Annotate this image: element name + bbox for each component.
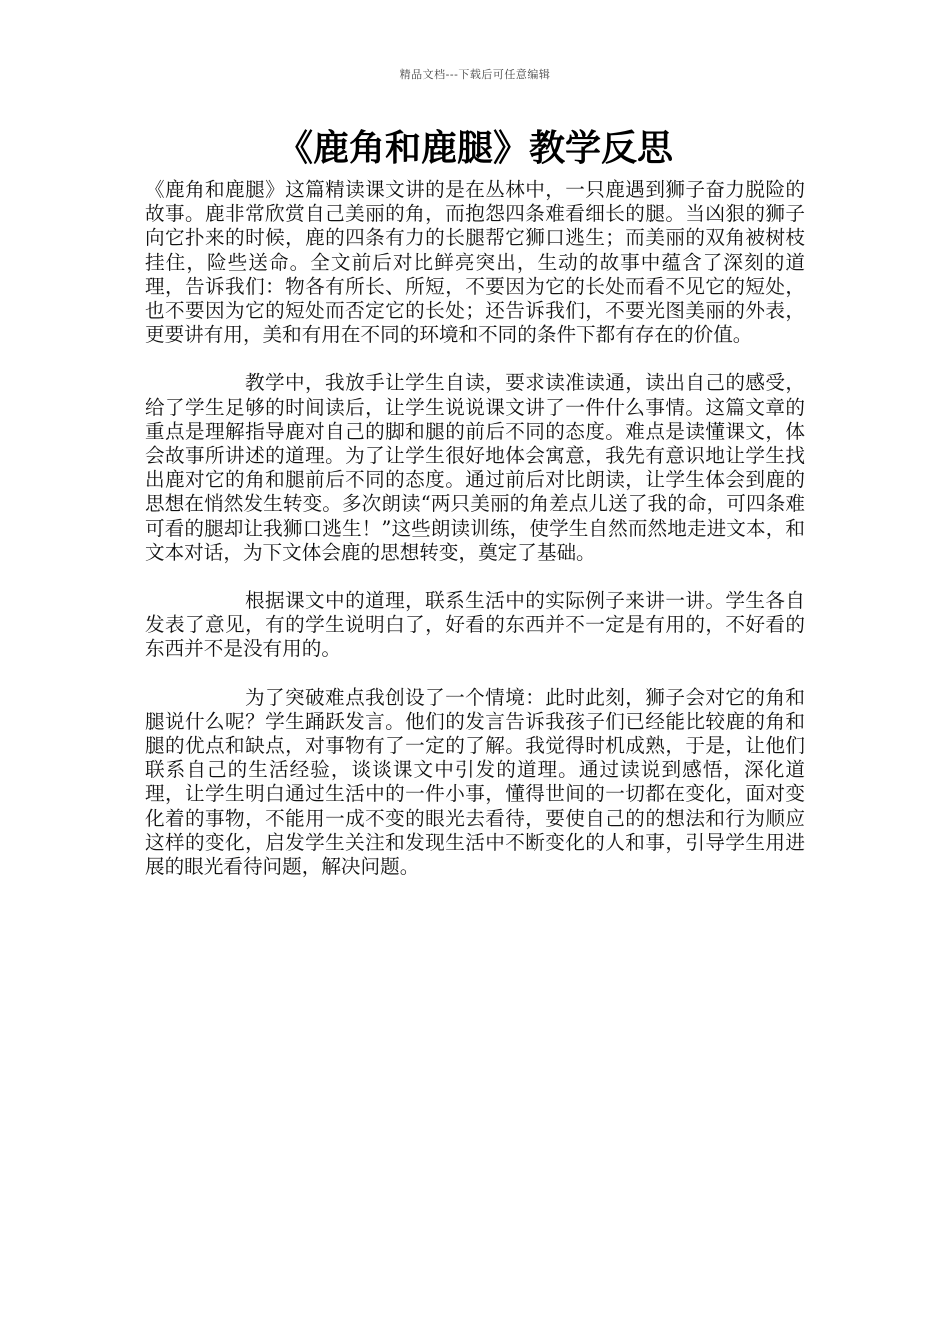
paragraph-scenario: 为了突破难点我创设了一个情境：此时此刻，狮子会对它的角和腿说什么呢？学生踊跃发言。他们的发言告诉我孩子们已经能比较鹿的角和腿的优点和缺点，对事物有了一定的了解。我觉得时机成熟，于是，让他们联系自己的生活经验，谈谈课文中引发的道理。通过读说到感悟，深化道理，让学生明白通过生活中的一件小事，懂得世间的一切都在变化，面对变化着的事物，不能用一成不变的眼光去看待，要使自己的的想法和行为顺应这样的变化，启发学生关注和发现生活中不断变化的人和事，引导学生用进展的眼光看待问题，解决问题。 <box>145 685 805 879</box>
paragraph-teaching: 教学中，我放手让学生自读，要求读准读通，读出自己的感受，给了学生足够的时间读后，让学生说说课文讲了一件什么事情。这篇文章的重点是理解指导鹿对自己的脚和腿的前后不同的态度。难点是读懂课文，体会故事所讲述的道理。为了让学生很好地体会寓意，我先有意识地让学生找出鹿对它的角和腿前后不同的态度。通过前后对比朗读，让学生体会到鹿的思想在悄然发生转变。多次朗读“两只美丽的角差点儿送了我的命，可四条难可看的腿却让我狮口逃生！”这些朗读训练，使学生自然而然地走进文本，和文本对话，为下文体会鹿的思想转变，奠定了基础。 <box>145 371 805 564</box>
document-body <box>145 178 805 879</box>
paragraph-intro: 《鹿角和鹿腿》这篇精读课文讲的是在丛林中，一只鹿遇到狮子奋力脱险的故事。鹿非常欣赏自己美丽的角，而抱怨四条难看细长的腿。当凶狠的狮子向它扑来的时候，鹿的四条有力的长腿帮它狮口逃生；而美丽的双角被树枝挂住，险些送命。全文前后对比鲜亮突出，生动的故事中蕴含了深刻的道理，告诉我们：物各有所长、所短，不要因为它的长处而看不见它的短处，也不要因为它的短处而否定它的长处；还告诉我们，不要光图美丽的外表，更要讲有用，美和有用在不同的环境和不同的条件下都有存在的价值。 <box>145 178 805 347</box>
header-note: 精品文档---下载后可任意编辑 <box>399 68 551 81</box>
page-title: 《鹿角和鹿腿》教学反思 <box>276 128 673 169</box>
paragraph-examples: 根据课文中的道理，联系生活中的实际例子来讲一讲。学生各自发表了意见，有的学生说明白了，好看的东西并不一定是有用的，不好看的东西并不是没有用的。 <box>145 589 805 661</box>
